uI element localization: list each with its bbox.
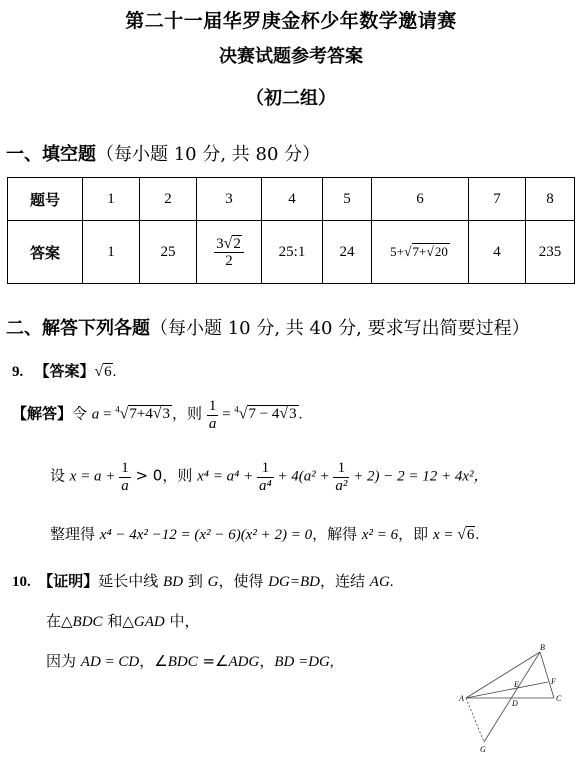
table-cell: 5 [323,178,372,221]
label-b: B [540,643,545,652]
fraction: $\frac{3√2}{2}$ [214,235,244,270]
segment-bc [540,652,554,698]
section2-note: （每小题 10 分, 共 40 分, 要求写出简要过程） [150,318,530,339]
answer-table [7,177,575,284]
q10-proof-tag: 【证明】 [38,572,99,590]
segment-ag [466,698,484,742]
section1-note: （每小题 10 分, 共 80 分） [96,144,321,165]
label-g: G [480,745,486,754]
section1-heading [6,140,320,166]
table-cell: 235 [526,221,575,284]
document-title: 第二十一届华罗庚金杯少年数学邀请赛 [125,10,457,32]
label-e: E [514,680,519,689]
section2-heading [6,314,530,340]
table-cell: 1 [83,178,140,221]
q10-line2: 在△BDC 和△GAD 中， [46,612,200,630]
section1-title: 一、填空题 [6,144,96,165]
table-cell: 1 [83,221,140,284]
q10-number: 10. [12,574,31,590]
table-cell: 3 [197,178,262,221]
table-cell: 5+√7+√20 [372,221,469,284]
segment-bg [484,652,540,742]
table-cell: 4 [262,178,323,221]
table-cell: 7 [469,178,526,221]
q9-solution-line2: 设 x = a + $\frac{1}{a}$ > 0，则 x⁴ = a⁴ + $\frac{1}{\text{a⁴}}$ + 4(a² + $\frac{1}{\text{a²}}$ + 2) − 2 = 12 + 4x²， [50,460,489,494]
group-label: （初二组） [246,88,336,109]
table-row [8,178,575,221]
table-cell: 4 [469,221,526,284]
label-a: A [459,694,464,703]
table-cell: 25:1 [262,221,323,284]
geometry-figure [456,642,576,754]
table-row [8,221,575,284]
q10-line3: 因为 AD = CD，∠BDC =∠ADG，BD =DG, [46,652,334,670]
label-f: F [551,677,556,686]
q9-solution-line1: 【解答】令 a = $^4$√7+4√3 ，则 $\frac{1}{a}$ = $^4$√7 − 4√3 . [12,398,303,432]
q9-answer-line: 9. 【答案】√6. [12,362,117,380]
table-cell: 8 [526,178,575,221]
q9-solution-line3: 整理得 x⁴ − 4x² −12 = (x² − 6)(x² + 2) = 0，解得 x² = 6，即 x = √6. [50,525,480,543]
q9-answer-tag: 【答案】 [34,362,95,380]
label-c: C [556,694,562,703]
row-label-number: 题号 [8,178,83,221]
document-subtitle: 决赛试题参考答案 [219,46,363,67]
q9-answer-value: 6 [104,364,112,380]
table-cell: 2 [140,178,197,221]
q10-line1: 10. 【证明】延长中线 BD 到 G，使得 DG=BD，连结 AG. [12,572,394,590]
table-cell [197,221,262,284]
q9-number: 9. [12,364,24,380]
table-cell: 25 [140,221,197,284]
table-cell: 24 [323,221,372,284]
table-cell: 6 [372,178,469,221]
section2-title: 二、解答下列各题 [6,318,150,339]
q9-solution-tag: 【解答】 [12,404,73,423]
row-label-answer: 答案 [8,221,83,284]
label-d: D [512,699,518,708]
